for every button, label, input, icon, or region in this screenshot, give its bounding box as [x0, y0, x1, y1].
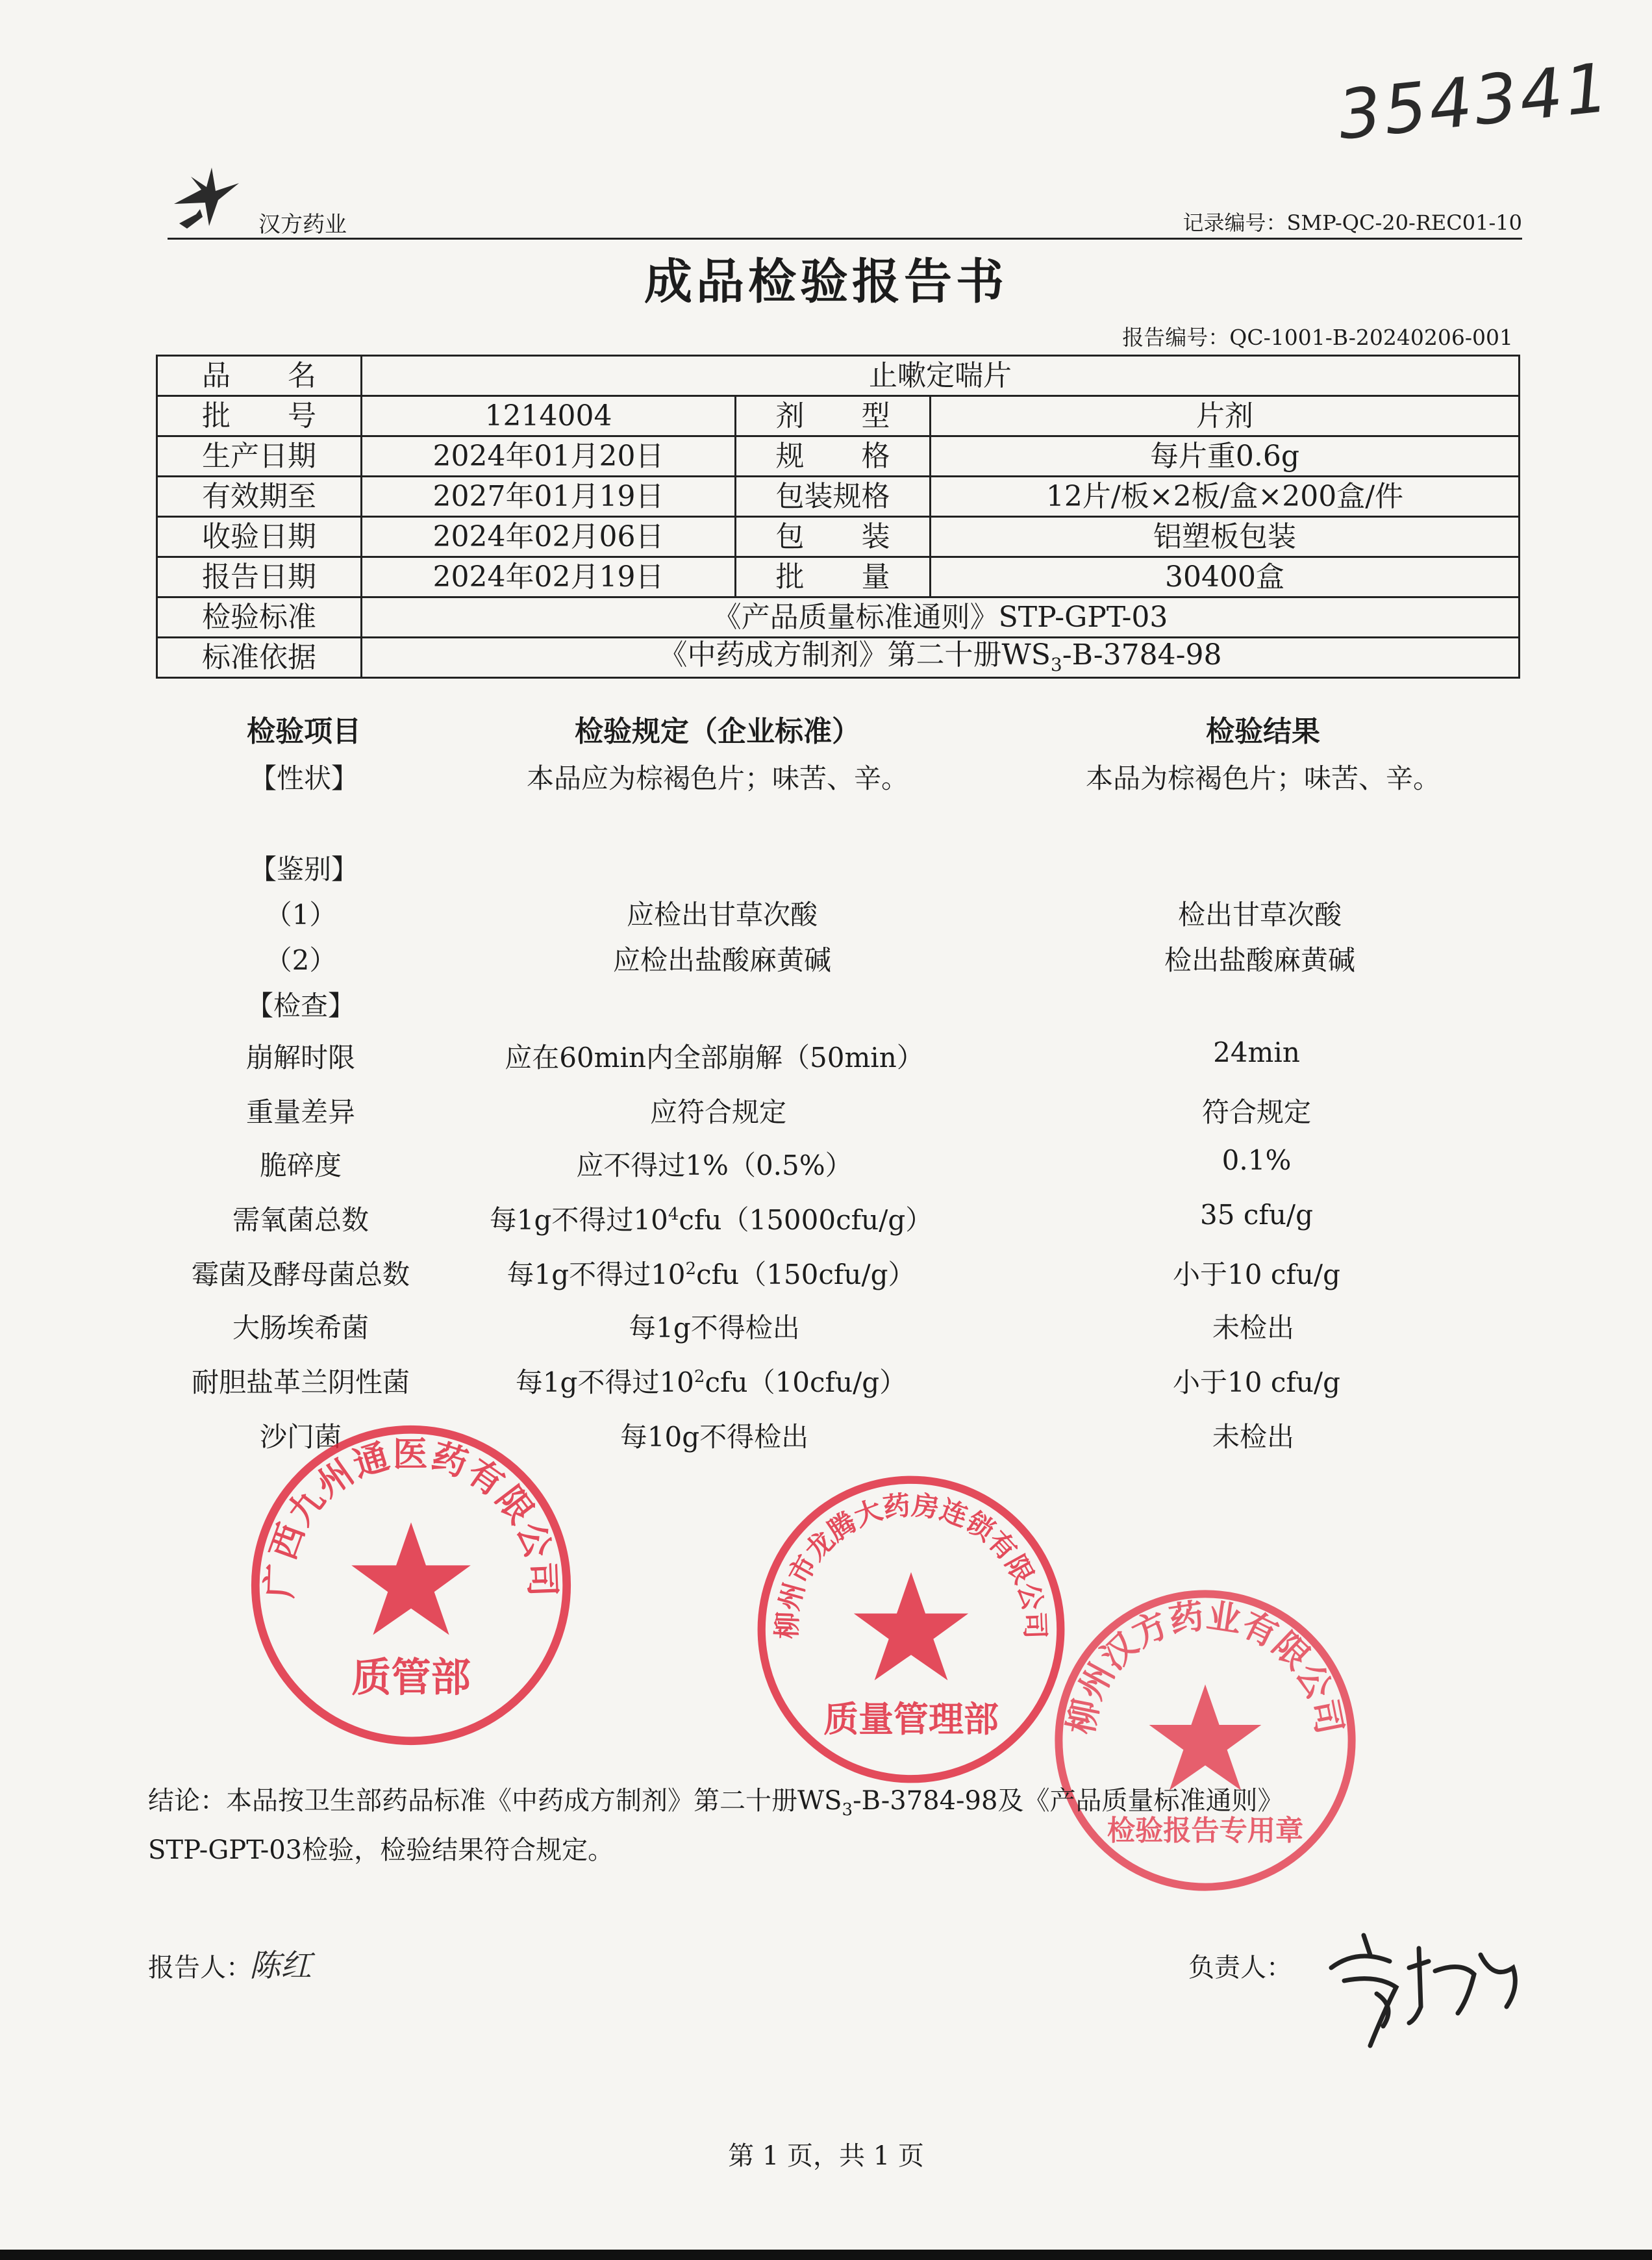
result-rule: 应在60min内全部崩解（50min） [505, 1042, 924, 1074]
result-value: 检出盐酸麻黄碱 [1164, 944, 1356, 976]
result-item: （2） [264, 944, 337, 976]
conclusion-text: 结论：本品按卫生部药品标准《中药成方制剂》第二十册WS [148, 1786, 842, 1816]
responsible-signature-icon [1318, 1909, 1533, 2065]
responsible-label: 负责人： [1188, 1953, 1292, 1983]
stamp-sub: 质管部 [351, 1655, 471, 1701]
production-date-value: 2024年01月20日 [362, 436, 736, 477]
results-header-row [0, 708, 1652, 748]
batch-value: 1214004 [362, 396, 736, 436]
reporter-signature: 陈红 [249, 1948, 312, 1984]
quantity-label: 批 量 [736, 557, 931, 597]
record-number-label: 记录编号： [1183, 210, 1287, 235]
column-rule-header: 检验规定（企业标准） [575, 715, 860, 748]
section-identification: 【鉴别】 [249, 853, 359, 885]
conclusion [148, 1781, 1512, 1870]
record-number-value: SMP-QC-20-REC01-10 [1286, 210, 1522, 235]
result-rule [507, 1253, 915, 1292]
rule-text: 每1g不得过10 [515, 1366, 694, 1398]
conclusion-subscript: 3 [842, 1800, 853, 1820]
product-info-table [156, 355, 1520, 679]
received-date-label: 收验日期 [157, 517, 362, 557]
stamp-sub: 检验报告专用章 [1107, 1814, 1304, 1848]
result-rule: 应检出甘草次酸 [626, 899, 818, 931]
product-name-value: 止嗽定喘片 [362, 356, 1520, 396]
appearance-row [0, 757, 1652, 797]
swallow-logo-icon [168, 164, 245, 235]
result-item: 需氧菌总数 [232, 1204, 369, 1236]
result-rule [516, 1361, 907, 1400]
rule-exponent: 4 [668, 1205, 679, 1224]
specification-value: 每片重0.6g [931, 436, 1520, 477]
expiry-value: 2027年01月19日 [362, 477, 736, 517]
page-number: 第 1 页，共 1 页 [728, 2141, 924, 2171]
basis-subscript: 3 [1050, 653, 1062, 675]
rule-exponent: 2 [694, 1367, 705, 1387]
stamp-longteng-quality-dept [752, 1470, 1070, 1789]
packaging-value: 铝塑板包装 [931, 517, 1520, 557]
result-value: 小于10 cfu/g [1173, 1259, 1340, 1290]
stamp-text: 柳州汉方药业有限公司 [1061, 1596, 1349, 1738]
conclusion-line-1 [148, 1781, 1512, 1830]
report-date-value: 2024年02月19日 [362, 557, 736, 597]
basis-code: -B-3784-98 [1062, 638, 1222, 672]
scan-edge [0, 2250, 1652, 2260]
result-value: 24min [1213, 1036, 1300, 1068]
company-name: 汉方药业 [258, 212, 347, 238]
production-date-label: 生产日期 [157, 436, 362, 477]
table-row [157, 396, 1520, 436]
result-item: 重量差异 [245, 1096, 356, 1128]
result-item: 崩解时限 [245, 1042, 356, 1074]
result-value: 小于10 cfu/g [1173, 1366, 1340, 1398]
table-row [0, 1144, 1652, 1185]
stamp-text: 柳州市龙腾大药房连锁有限公司 [771, 1488, 1051, 1640]
result-rule: 每1g不得检出 [629, 1312, 800, 1344]
stamp-text: 广西九州通医药有限公司 [258, 1433, 564, 1600]
conclusion-code: -B-3784-98及《产品质量标准通则》 [853, 1786, 1284, 1816]
received-date-value: 2024年02月06日 [362, 517, 736, 557]
standard-label: 检验标准 [157, 597, 362, 638]
result-value: 0.1% [1221, 1144, 1292, 1176]
rule-unit: cfu（10cfu/g） [705, 1366, 907, 1398]
dosage-form-label: 剂 型 [736, 396, 931, 436]
table-row [0, 1199, 1652, 1239]
result-item: 霉菌及酵母菌总数 [191, 1259, 410, 1290]
table-row [0, 1253, 1652, 1294]
rule-unit: cfu（15000cfu/g） [679, 1204, 933, 1236]
report-number-value: QC-1001-B-20240206-001 [1229, 325, 1513, 350]
result-item: （1） [264, 899, 337, 931]
rule-exponent: 2 [685, 1259, 697, 1279]
report-date-label: 报告日期 [157, 557, 362, 597]
result-value: 未检出 [1212, 1421, 1295, 1453]
record-number [1183, 207, 1522, 236]
table-row [157, 436, 1520, 477]
column-item-header: 检验项目 [247, 715, 361, 748]
basis-text: 《中药成方制剂》第二十册WS [658, 638, 1051, 672]
batch-label: 批 号 [157, 396, 362, 436]
section-inspection: 【检查】 [245, 990, 356, 1022]
expiry-label: 有效期至 [157, 477, 362, 517]
basis-value [362, 638, 1520, 678]
appearance-rule: 本品应为棕褐色片；味苦、辛。 [526, 762, 909, 794]
result-value: 符合规定 [1201, 1096, 1312, 1128]
stamp-jiuzhoutong-quality-dept [245, 1420, 577, 1751]
report-number-label: 报告编号： [1122, 325, 1230, 350]
packaging-label: 包 装 [736, 517, 931, 557]
result-value: 检出甘草次酸 [1177, 899, 1342, 931]
package-spec-label: 包装规格 [736, 477, 931, 517]
result-rule: 应不得过1%（0.5%） [576, 1149, 853, 1181]
table-row [0, 1361, 1652, 1401]
table-row [157, 517, 1520, 557]
result-item: 沙门菌 [259, 1421, 342, 1453]
report-number [1122, 321, 1513, 351]
table-row [157, 597, 1520, 638]
table-row [157, 356, 1520, 396]
rule-text: 每1g不得过10 [507, 1259, 686, 1290]
table-row [0, 1307, 1652, 1347]
reporter-label: 报告人： [148, 1953, 252, 1983]
quantity-value: 30400盒 [931, 557, 1520, 597]
document-title: 成品检验报告书 [644, 254, 1008, 310]
header-rule [168, 238, 1522, 240]
dosage-form-value: 片剂 [931, 396, 1520, 436]
stamp-sub: 质量管理部 [823, 1698, 999, 1740]
result-value: 未检出 [1212, 1312, 1295, 1344]
table-row [157, 557, 1520, 597]
column-result-header: 检验结果 [1206, 715, 1320, 748]
handwritten-number: 354341 [1334, 47, 1615, 155]
conclusion-line-2: STP-GPT-03检验，检验结果符合规定。 [148, 1835, 614, 1865]
result-item: 耐胆盐革兰阴性菌 [191, 1366, 410, 1398]
table-row [157, 477, 1520, 517]
result-item: 大肠埃希菌 [232, 1312, 369, 1344]
product-name-label: 品 名 [157, 356, 362, 396]
basis-label: 标准依据 [157, 638, 362, 678]
section-appearance: 【性状】 [249, 762, 359, 794]
rule-text: 每1g不得过10 [489, 1204, 668, 1236]
result-rule: 应符合规定 [649, 1096, 787, 1128]
rule-unit: cfu（150cfu/g） [696, 1259, 916, 1290]
package-spec-value: 12片/板×2板/盒×200盒/件 [931, 477, 1520, 517]
specification-label: 规 格 [736, 436, 931, 477]
appearance-result: 本品为棕褐色片；味苦、辛。 [1085, 762, 1441, 794]
table-row [0, 1091, 1652, 1131]
inspection-section-row [0, 985, 1652, 1025]
table-row [0, 1036, 1652, 1077]
table-row [0, 939, 1652, 979]
result-rule: 应检出盐酸麻黄碱 [612, 944, 832, 976]
result-rule: 每10g不得检出 [620, 1421, 809, 1453]
result-rule [490, 1199, 933, 1238]
table-row [0, 894, 1652, 934]
standard-value: 《产品质量标准通则》STP-GPT-03 [362, 597, 1520, 638]
result-value: 35 cfu/g [1200, 1199, 1313, 1231]
identification-section-row [0, 848, 1652, 888]
table-row [157, 638, 1520, 678]
result-item: 脆碎度 [259, 1149, 342, 1181]
